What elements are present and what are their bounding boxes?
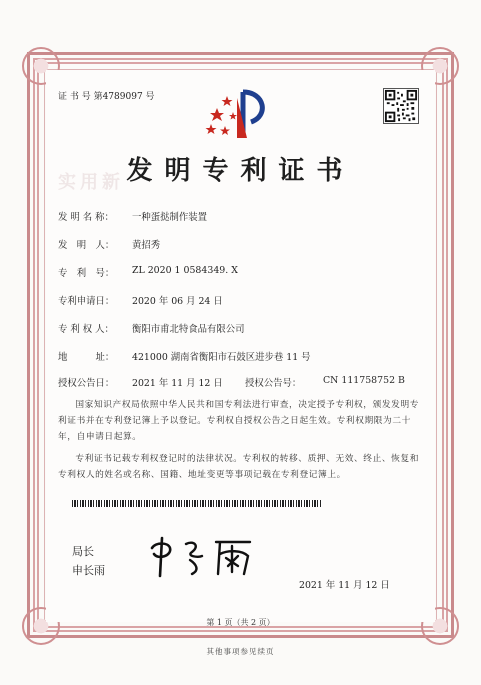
grant-statement-paragraph: 国家知识产权局依照中华人民共和国专利法进行审查，决定授予专利权，颁发发明专利证书并在专利登记簿上予以登记。专利权自授权公告之日起生效。专利权期限为二十年，自申请日起算。 <box>58 400 420 442</box>
patentee-label: 专 利 权 人： <box>58 324 114 335</box>
publication-number-value: CN 111758752 B <box>323 375 405 386</box>
invention-name-value: 一种蛋挞制作装置 <box>132 212 208 223</box>
handwritten-signature-icon <box>146 534 256 578</box>
patent-number-value: ZL 2020 1 0584349. X <box>132 265 238 276</box>
signatory-title: 局长 <box>72 545 94 558</box>
filing-date-value: 2020 年 06 月 24 日 <box>132 296 223 307</box>
footer-note: 其他事项参见续页 <box>206 647 275 656</box>
cnipa-logo-icon <box>203 86 275 142</box>
legal-status-paragraph: 专利证书记载专利权登记时的法律状况。专利权的转移、质押、无效、终止、恢复和专利权人的姓名或名称、国籍、地址变更等事项记载在专利登记簿上。 <box>58 454 420 480</box>
page-number: 第 1 页（共 2 页） <box>206 618 275 627</box>
signatory-name: 申长雨 <box>72 564 105 577</box>
publication-number-label: 授权公告号： <box>245 378 302 389</box>
barcode-icon <box>72 500 322 507</box>
address-label: 地 址： <box>58 352 115 363</box>
watermark-text: 实用新 <box>58 172 124 193</box>
patentee-value: 衡阳市甫北特食品有限公司 <box>132 324 245 335</box>
publication-date-value: 2021 年 11 月 12 日 <box>132 378 223 389</box>
issue-date: 2021 年 11 月 12 日 <box>299 580 390 591</box>
invention-name-label: 发 明 名 称： <box>58 212 114 223</box>
certificate-number: 证 书 号 第4789097 号 <box>58 92 155 102</box>
inventor-value: 黄招秀 <box>132 240 161 251</box>
qr-code-icon <box>383 88 419 124</box>
inventor-label: 发 明 人： <box>58 240 115 251</box>
patent-number-label: 专 利 号： <box>58 268 115 279</box>
publication-date-label: 授权公告日： <box>58 378 115 389</box>
page-title: 发明专利证书 <box>126 156 355 186</box>
filing-date-label: 专利申请日： <box>58 296 115 307</box>
address-value: 421000 湖南省衡阳市石鼓区进步巷 11 号 <box>132 352 311 363</box>
